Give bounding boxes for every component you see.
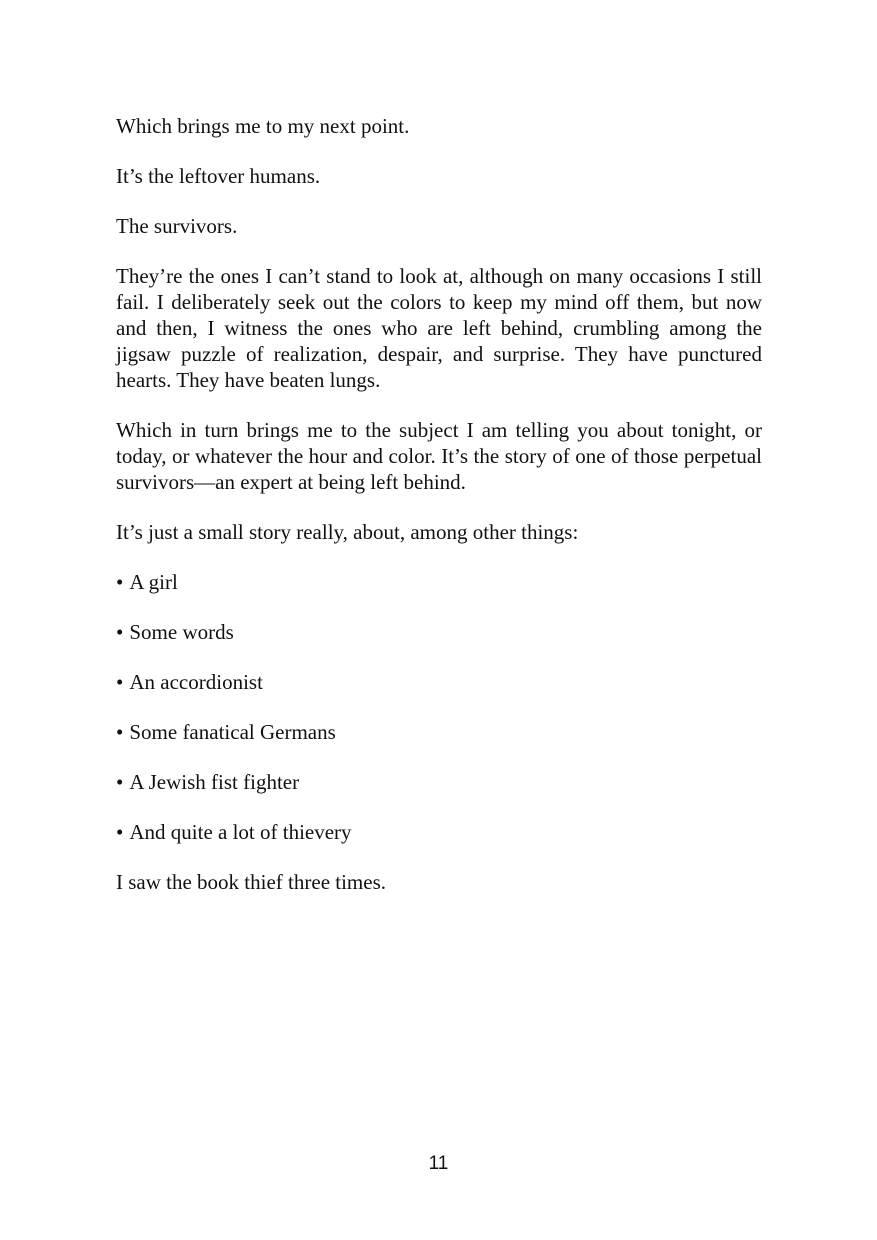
bullet-icon: • — [116, 820, 124, 844]
list-item-text: And quite a lot of thievery — [129, 820, 352, 844]
body-text — [116, 113, 762, 919]
paragraph: Which in turn brings me to the subject I am telling you about tonight, or today, or whatever the hour and color. It’s the story of one of those perpetual survivors—an expert at being left behind. — [116, 418, 762, 494]
list-item — [116, 819, 762, 845]
list-item — [116, 619, 762, 645]
list-item — [116, 669, 762, 695]
list-item — [116, 719, 762, 745]
paragraph: It’s the leftover humans. — [116, 164, 321, 188]
list-item-text: A girl — [129, 570, 178, 594]
list-item — [116, 569, 762, 595]
paragraph: It’s just a small story really, about, among other things: — [116, 520, 579, 544]
bullet-icon: • — [116, 670, 124, 694]
list-item-text: An accordionist — [129, 670, 263, 694]
bullet-icon: • — [116, 720, 124, 744]
bullet-icon: • — [116, 570, 124, 594]
list-item — [116, 769, 762, 795]
paragraph: The survivors. — [116, 214, 238, 238]
bullet-list — [116, 569, 762, 845]
bullet-icon: • — [116, 770, 124, 794]
list-item-text: A Jewish fist fighter — [129, 770, 300, 794]
list-item-text: Some fanatical Germans — [129, 720, 336, 744]
paragraph: They’re the ones I can’t stand to look at, although on many occasions I still fail. I deliberately seek out the colors to keep my mind off them, but now and then, I witness the ones who are left behind, crumbling among the jigsaw puzzle of realization, despair, and surprise. They have punctured hearts. They have beaten lungs. — [116, 264, 762, 392]
closing-paragraph: I saw the book thief three times. — [116, 870, 387, 894]
list-item-text: Some words — [129, 620, 234, 644]
bullet-icon: • — [116, 620, 124, 644]
paragraph: Which brings me to my next point. — [116, 114, 410, 138]
page-number: 11 — [428, 1153, 449, 1174]
